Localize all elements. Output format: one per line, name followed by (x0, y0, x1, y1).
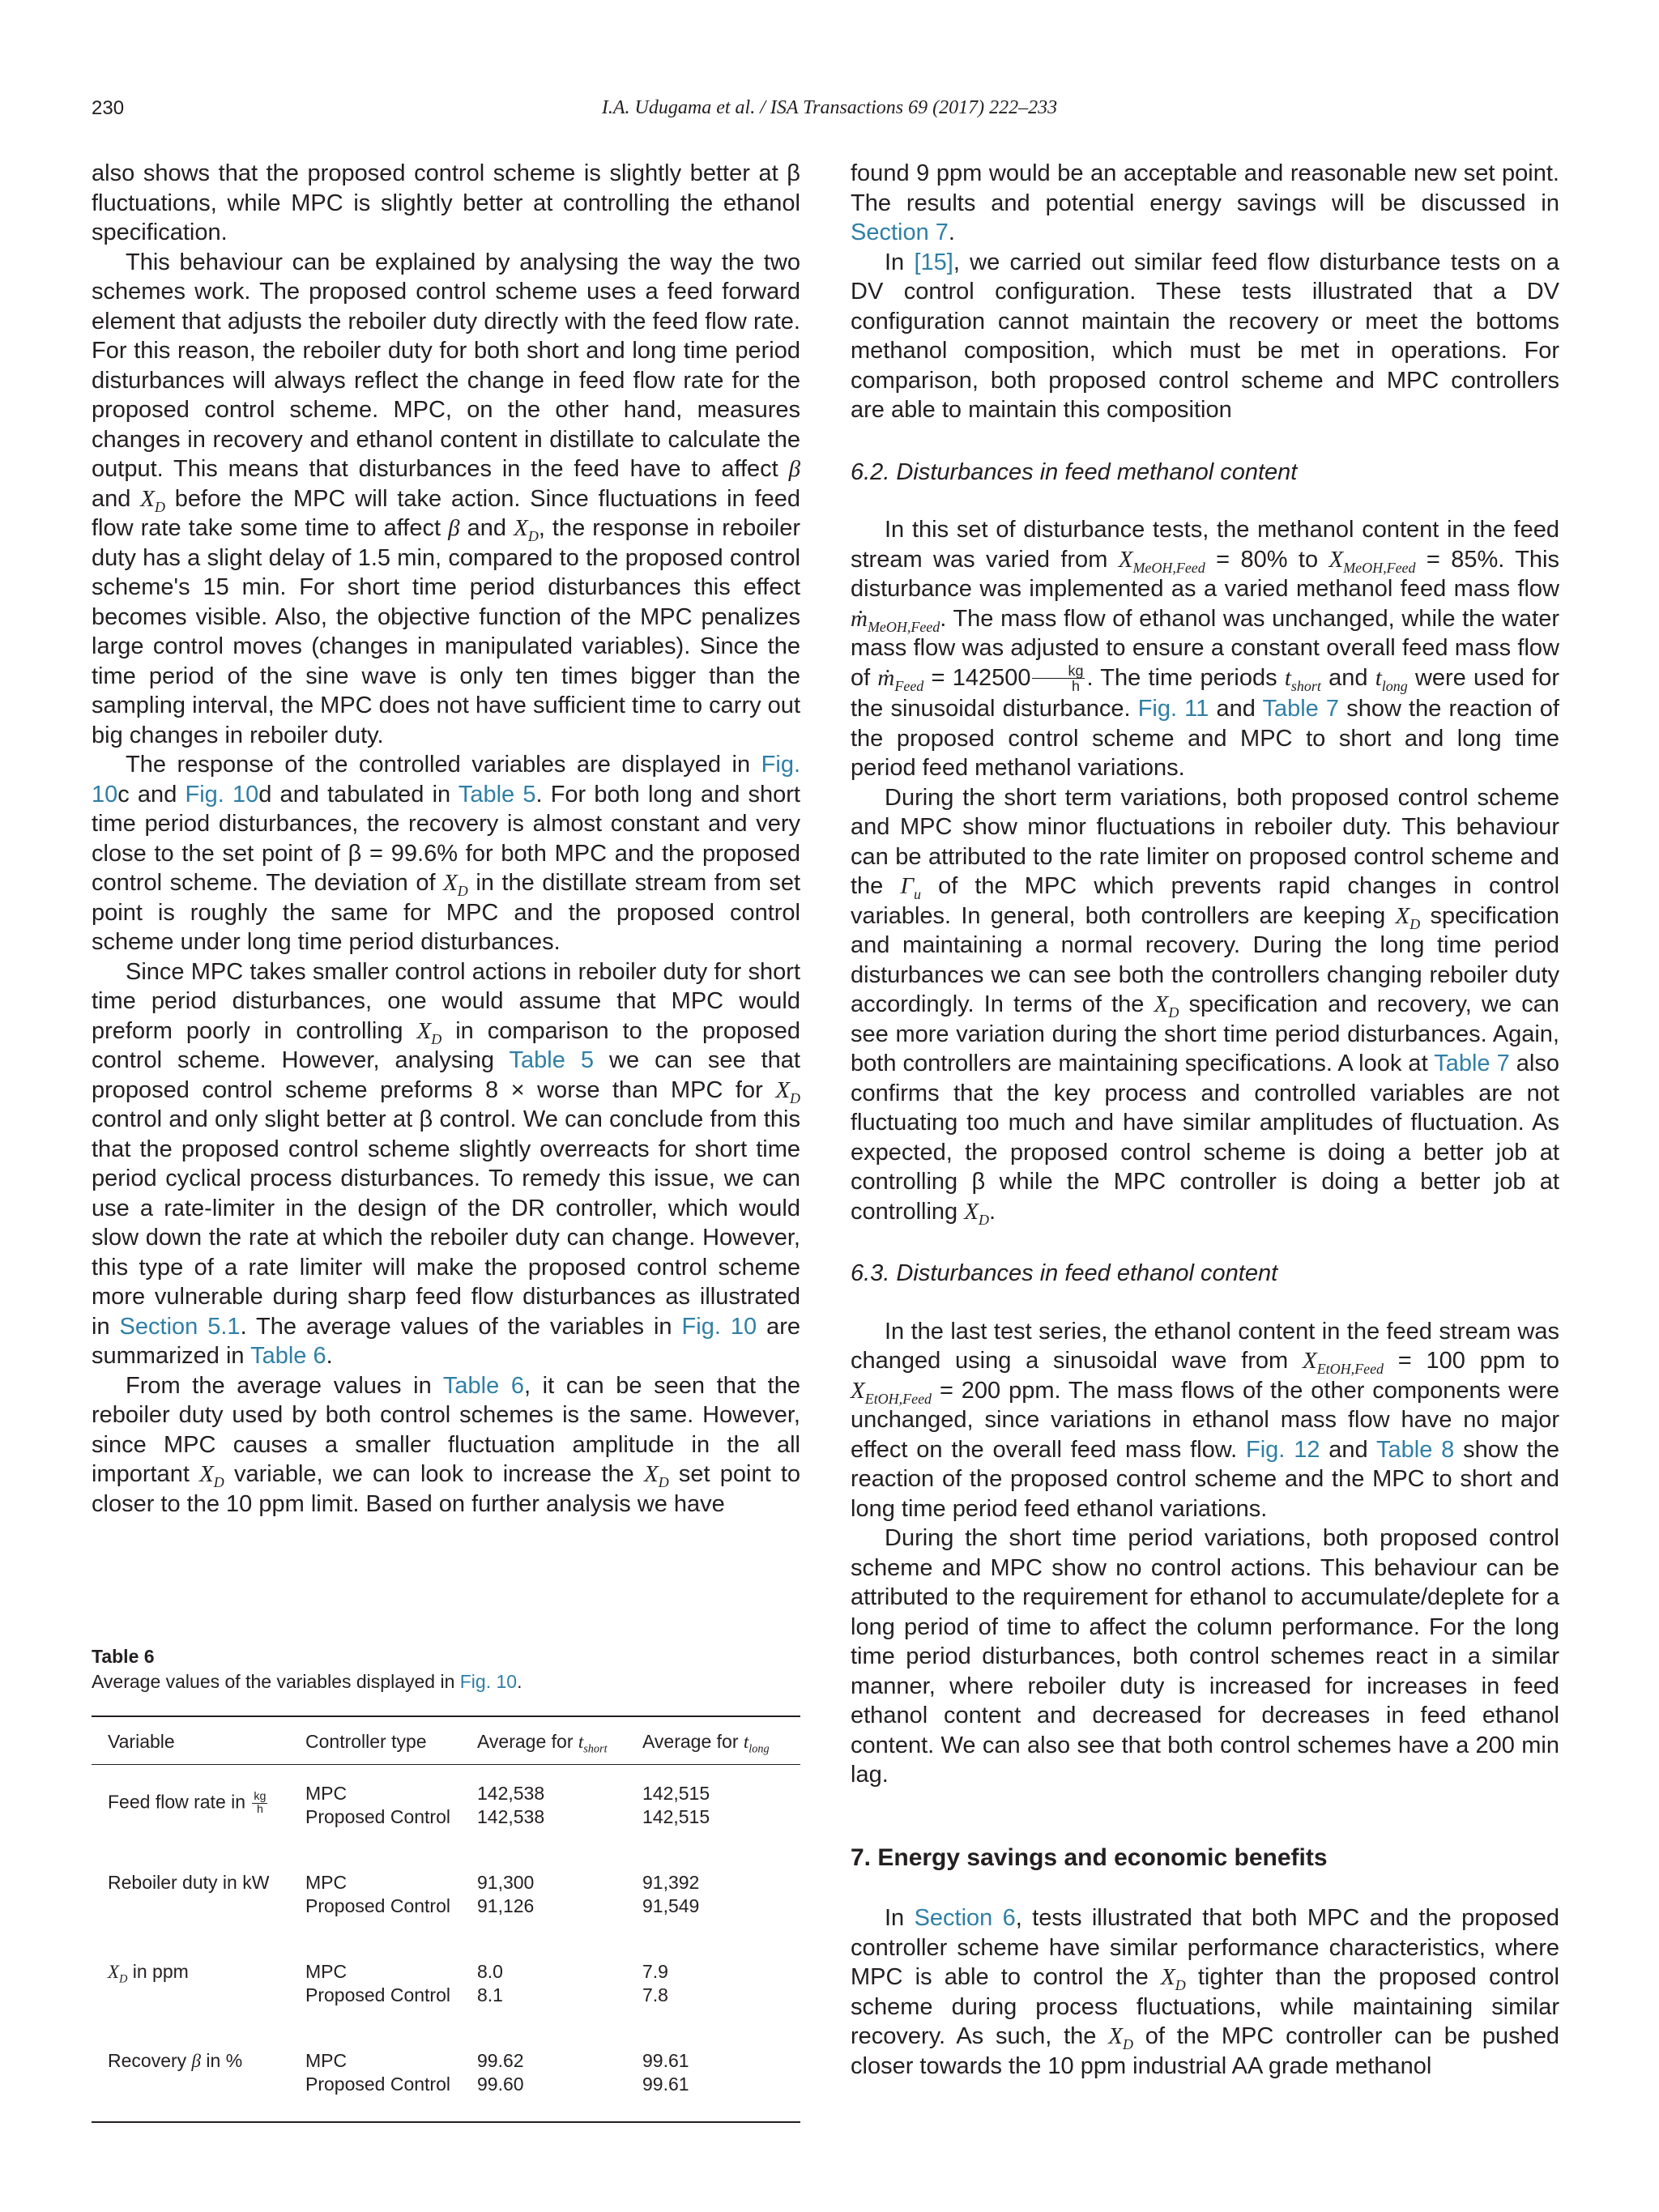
row-label: Recovery β in % (108, 2050, 243, 2071)
section6-link[interactable]: Section 6 (914, 1905, 1016, 1932)
column-header: Variable (108, 1731, 175, 1752)
table7-link[interactable]: Table 7 (1434, 1051, 1510, 1077)
table-cell: MPC (305, 1783, 348, 1804)
table-cell: MPC (305, 1961, 348, 1982)
table-cell: 91,549 (642, 1895, 700, 1916)
fig10-link[interactable]: Fig. 10 (92, 752, 800, 808)
section-heading-7: 7. Energy savings and economic benefits (851, 1843, 1328, 1871)
paragraph: In this set of disturbance tests, the methanol content in the feed stream was varied from $X_{MeOH,Feed} = 80\%$ to $X_{MeOH,Feed} = 85\%$. This disturbance was implemented as a varied methanol feed mass flow ṁ$_{MeOH,Feed}$. The mass flow of ethanol was unchanged, while the water mass flow was adjusted to ensure a constant overall feed mass flow of ṁ$_{Feed}$ = 142500 $\frac{kg}{h}$ . The time periods $t_{short}$ and $t_{long}$ were used for the sinusoidal disturbance. Fig. 11 and Table 7 show the reaction of the proposed control scheme and MPC to short and long time period feed methanol variations. (851, 517, 1559, 782)
table-title: Table 6 (92, 1646, 155, 1667)
paragraph: In Section 6, tests illustrated that both MPC and the proposed controller scheme have similar performance characteristics, where MPC is able to control the $X_D$ tighter than the proposed control scheme during process fluctuations, while maintaining similar recovery. As such, the $X_D$ of the MPC controller can be pushed closer towards the 10 ppm industrial AA grade methanol (851, 1905, 1560, 2079)
table-cell: 99.61 (642, 2050, 689, 2071)
table-cell: 99.61 (642, 2073, 689, 2095)
column-header: Controller type (305, 1731, 427, 1752)
table-cell: 8.0 (477, 1961, 503, 1982)
paragraph: The response of the controlled variables are displayed in Fig. 10c and Fig. 10d and tabulated in Table 5. For both long and short time period disturbances, the recovery is almost constant and very close to the set point of β = 99.6% for both MPC and the proposed control scheme. The deviation of $X_D$ in the distillate stream from set point is roughly the same for MPC and the proposed control scheme under long time period disturbances. (92, 752, 800, 955)
ref15-link[interactable]: [15] (914, 249, 953, 275)
table-cell: 99.60 (477, 2073, 524, 2095)
row-label: Feed flow rate in $\frac{kg}{h}$ (108, 1790, 267, 1816)
table-cell: MPC (305, 2050, 348, 2071)
paragraph: From the average values in Table 6, it can be seen that the reboiler duty used by both control schemes is the same. However, since MPC causes a smaller fluctuation amplitude in the all important $X_D$ variable, we can look to increase the $X_D$ set point to closer to the 10 ppm limit. Based on further analysis we have (92, 1372, 801, 1517)
section-heading-6-3: 6.3. Disturbances in feed ethanol content (851, 1260, 1278, 1287)
table-cell: 91,392 (642, 1872, 700, 1893)
paragraph: During the short time period variations, both proposed control scheme and MPC show no control actions. This behaviour can be attributed to the requirement for ethanol to accumulate/deplete for a long period of time to affect the column performance. For the long time period disturbances, both control schemes react in a similar manner, where reboiler duty is increased for increases in feed ethanol content and decreased for decreases in feed ethanol content. We can also see that both control schemes have a 200 min lag. (851, 1525, 1559, 1788)
table-cell: Proposed Control (305, 1806, 450, 1827)
table-cell: 142,515 (642, 1806, 710, 1827)
paragraph: Since MPC takes smaller control actions in reboiler duty for short time period disturbances, one would assume that MPC would preform poorly in controlling $X_D$ in comparison to the proposed control scheme. However, analysing Table 5 we can see that proposed control scheme preforms 8 × worse than MPC for $X_D$ control and only slight better at β control. We can conclude from this that the proposed control scheme slightly overreacts for short time period cyclical process disturbances. To remedy this issue, we can use a rate-limiter in the design of the DR controller, which would slow down the rate at which the reboiler duty can change. However, this type of a rate limiter will make the proposed control scheme more vulnerable during sharp feed flow disturbances as illustrated in Section 5.1. The average values of the variables in Fig. 10 are summarized in Table 6. (92, 958, 801, 1369)
left-column (92, 159, 800, 1519)
paragraph: This behaviour can be explained by analysing the way the two schemes work. The proposed control scheme uses a feed forward element that adjusts the reboiler duty directly with the feed flow rate. For this reason, the reboiler duty for both short and long time period disturbances will always reflect the change in feed flow rate for the proposed control scheme. MPC, on the other hand, measures changes in recovery and ethanol content in distillate to calculate the output. This means that disturbances in the feed have to affect β and $X_D$ before the MPC will take action. Since fluctuations in feed flow rate take some time to affect β and $X_D$, the response in reboiler duty has a slight delay of 1.5 min, compared to the proposed control scheme's 15 min. For short time period disturbances this effect becomes visible. Also, the objective function of the MPC penalizes large control moves (changes in manipulated variables). Since the time period of the sine wave is only ten times bigger than the sampling interval, the MPC does not have sufficient time to carry out big changes in reboiler duty. (92, 249, 801, 748)
table5-link[interactable]: Table 5 (458, 781, 536, 808)
table-row (92, 1943, 800, 2032)
table-caption: Average values of the variables displayed in Fig. 10. (92, 1671, 522, 1692)
page-number: 230 (92, 97, 125, 119)
table-6 (92, 1646, 800, 2123)
table-header-row (92, 1717, 800, 1764)
table-cell: 7.9 (642, 1961, 668, 1982)
table-cell: 91,126 (477, 1895, 535, 1916)
fig10-link[interactable]: Fig. 10 (185, 781, 259, 808)
running-header: I.A. Udugama et al. / ISA Transactions 69 (2017) 222–233 (601, 97, 1058, 118)
table-cell: 8.1 (477, 1984, 503, 2005)
fig10-link[interactable]: Fig. 10 (681, 1313, 757, 1340)
table-cell: 7.8 (642, 1984, 668, 2005)
row-label: $X_D$ in ppm (108, 1961, 189, 1986)
paragraph: found 9 ppm would be an acceptable and reasonable new set point. The results and potential energy savings will be discussed in Section 7. (851, 160, 1559, 245)
paragraph: In [15], we carried out similar feed flow disturbance tests on a DV control configuration. These tests illustrated that a DV configuration cannot maintain the recovery or meet the bottoms methanol composition, which must be met in operations. For comparison, both proposed control scheme and MPC controllers are able to maintain this composition (851, 249, 1559, 423)
row-label: Reboiler duty in kW (108, 1872, 270, 1893)
table-cell: 91,300 (477, 1872, 535, 1893)
fig11-link[interactable]: Fig. 11 (1137, 696, 1209, 722)
table-cell: Proposed Control (305, 2073, 450, 2095)
table-cell: 142,538 (477, 1783, 545, 1804)
table6-link[interactable]: Table 6 (250, 1343, 326, 1369)
fig10-link[interactable]: Fig. 10 (459, 1671, 518, 1692)
table-cell: Proposed Control (305, 1895, 450, 1916)
table-row (92, 1854, 800, 1943)
table6-link[interactable]: Table 6 (442, 1372, 524, 1399)
table-row (92, 2032, 800, 2121)
table8-link[interactable]: Table 8 (1376, 1436, 1455, 1463)
table-cell: 142,515 (642, 1783, 710, 1804)
paragraph: also shows that the proposed control scheme is slightly better at β fluctuations, while MPC is slightly better at controlling the ethanol specification. (92, 160, 800, 245)
paragraph: In the last test series, the ethanol content in the feed stream was changed using a sinusoidal wave from $X_{EtOH,Feed} = 100$ ppm to $X_{EtOH,Feed} = 200$ ppm. The mass flows of the other components were unchanged, since variations in ethanol mass flow have no major effect on the overall feed mass flow. Fig. 12 and Table 8 show the reaction of the proposed control scheme and the MPC to short and long time period feed ethanol variations. (851, 1318, 1560, 1522)
table7-link[interactable]: Table 7 (1262, 696, 1340, 722)
table-cell: 99.62 (477, 2050, 524, 2071)
table-cell: MPC (305, 1872, 348, 1893)
column-header: Average for $t_{long}$ (642, 1731, 770, 1756)
table-row (92, 1765, 800, 1854)
section-heading-6-2: 6.2. Disturbances in feed methanol content (851, 458, 1298, 485)
section51-link[interactable]: Section 5.1 (119, 1313, 241, 1340)
table5-link[interactable]: Table 5 (509, 1047, 595, 1073)
fig12-link[interactable]: Fig. 12 (1246, 1436, 1320, 1463)
column-header: Average for $t_{short}$ (477, 1731, 608, 1756)
section7-link[interactable]: Section 7 (851, 219, 949, 245)
table-cell: 142,538 (477, 1806, 545, 1827)
paragraph: During the short term variations, both proposed control scheme and MPC show minor fluctuations in reboiler duty. This behaviour can be attributed to the rate limiter on proposed control scheme and the $\Gamma_u$ of the MPC which prevents rapid changes in control variables. In general, both controllers are keeping $X_D$ specification and maintaining a normal recovery. During the long time period disturbances we can see both the controllers changing reboiler duty accordingly. In terms of the $X_D$ specification and recovery, we can see more variation during the short time period disturbances. Again, both controllers are maintaining specifications. A look at Table 7 also confirms that the key process and controlled variables are not fluctuating too much and have similar amplitudes of fluctuation. As expected, the proposed control scheme is doing a better job at controlling β while the MPC controller is doing a better job at controlling $X_D$. (851, 784, 1560, 1228)
right-column (851, 159, 1559, 2081)
table-cell: Proposed Control (305, 1984, 450, 2005)
